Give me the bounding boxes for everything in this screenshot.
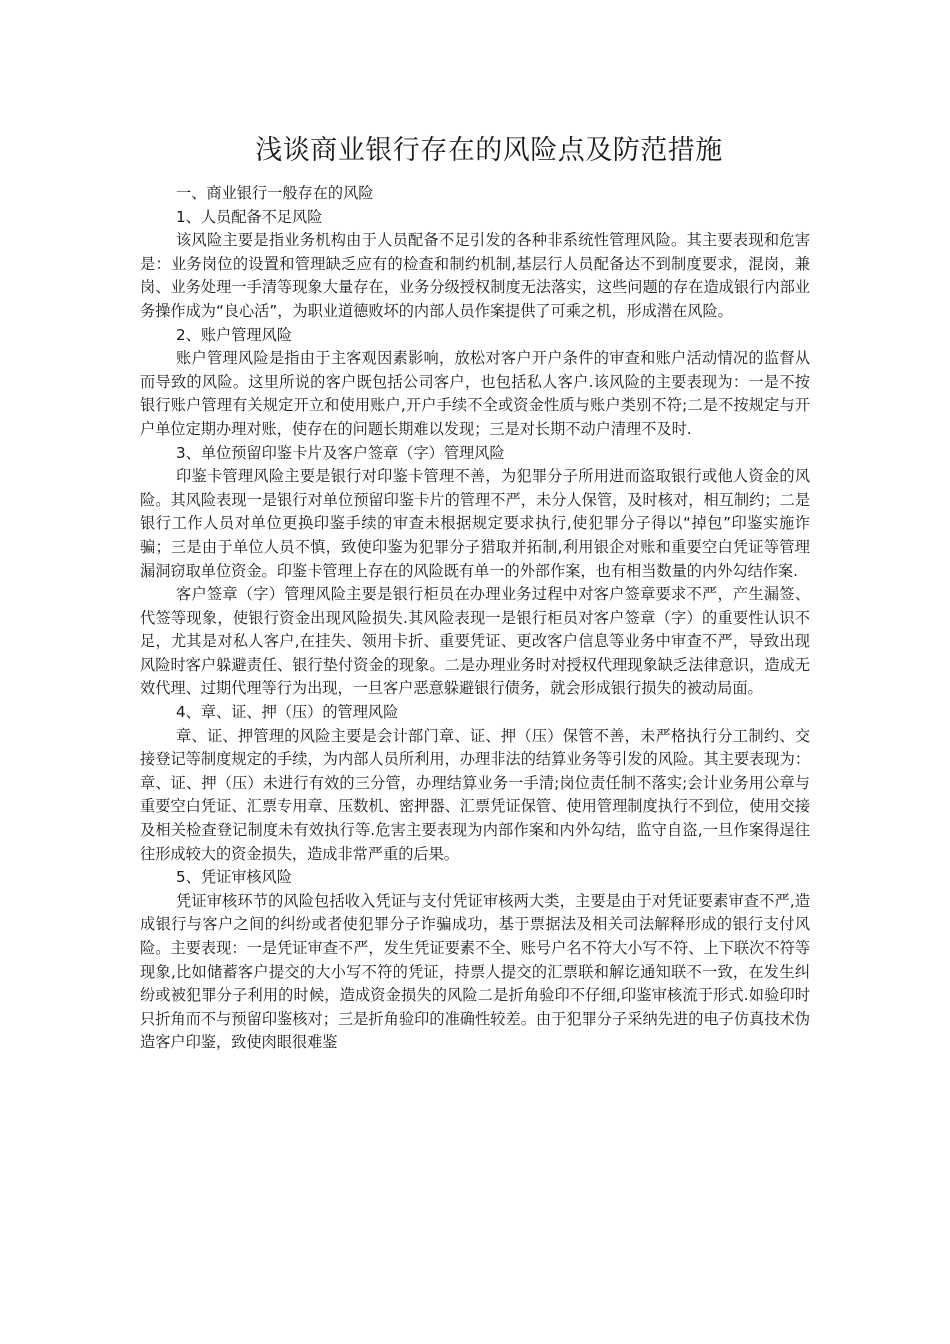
paragraph-voucher-review-risk: 凭证审核环节的风险包括收入凭证与支付凭证审核两大类，主要是由于对凭证要素审查不严,造成银行与客户之间的纠纷或者使犯罪分子诈骗成功，基于票据法及相关司法解释形成的银行支付风险。主要表现：一是凭证审查不严，发生凭证要素不全、账号户名不符大小写不符、上下联次不符等现象,比如储蓄客户提交的大小写不符的凭证，持票人提交的汇票联和解讫通知联不一致，在发生纠纷或被犯罪分子利用的时候，造成资金损失的风险二是折角验印不仔细,印鉴审核流于形式.如验印时只折角而不与预留印鉴核对；三是折角验印的准确性较差。由于犯罪分子采纳先进的电子仿真技术伪造客户印鉴，致使肉眼很难鉴 [140, 891, 810, 1052]
paragraph-seal-card-risk: 印鉴卡管理风险主要是银行对印鉴卡管理不善，为犯罪分子所用进而盗取银行或他人资金的风险。其风险表现一是银行对单位预留印鉴卡片的管理不严，未分人保管，及时核对，相互制约；二是银行工作人员对单位更换印鉴手续的审查未根据规定要求执行,使犯罪分子得以“掉包”印鉴实施诈骗；三是由于单位人员不慎，致使印鉴为犯罪分子猎取并拓制,利用银企对账和重要空白凭证等管理漏洞窃取单位资金。印鉴卡管理上存在的风险既有单一的外部作案，也有相当数量的内外勾结作案. [140, 467, 810, 580]
paragraph-signature-risk: 客户签章（字）管理风险主要是银行柜员在办理业务过程中对客户签章要求不严，产生漏签、代签等现象，使银行资金出现风险损失.其风险表现一是银行柜员对客户签章（字）的重要性认识不足，尤其是对私人客户,在挂失、领用卡折、重要凭证、更改客户信息等业务中审查不严，导致出现风险时客户躲避责任、银行垫付资金的现象。二是办理业务时对授权代理现象缺乏法律意识，造成无效代理、过期代理等行为出现，一旦客户恶意躲避银行债务，就会形成银行损失的被动局面。 [140, 585, 810, 698]
subsection-heading-2: 2、账户管理风险 [176, 325, 292, 344]
document-page [140, 128, 810, 1055]
subsection-heading-4: 4、章、证、押（压）的管理风险 [176, 703, 399, 722]
subsection-heading-3: 3、单位预留印鉴卡片及客户签章（字）管理风险 [176, 443, 505, 462]
paragraph-account-risk: 账户管理风险是指由于主客观因素影响，放松对客户开户条件的审查和账户活动情况的监督从而导致的风险。这里所说的客户既包括公司客户，也包括私人客户.该风险的主要表现为：一是不按银行账户管理有关规定开立和使用账户,开户手续不全或资金性质与账户类别不符;二是不按规定与开户单位定期办理对账，使存在的问题长期难以发现；三是对长期不动户清理不及时. [140, 349, 810, 438]
paragraph-staffing-risk: 该风险主要是指业务机构由于人员配备不足引发的各种非系统性管理风险。其主要表现和危害是：业务岗位的设置和管理缺乏应有的检查和制约机制,基层行人员配备达不到制度要求，混岗，兼岗、业务处理一手清等现象大量存在，业务分级授权制度无法落实，这些问题的存在造成银行内部业务操作成为“良心活”，为职业道德败坏的内部人员作案提供了可乘之机，形成潜在风险。 [140, 231, 810, 320]
document-title: 浅谈商业银行存在的风险点及防范措施 [255, 135, 723, 166]
subsection-heading-1: 1、人员配备不足风险 [176, 207, 323, 226]
section-heading-1: 一、商业银行一般存在的风险 [176, 184, 374, 202]
paragraph-seal-cert-key-risk: 章、证、押管理的风险主要是会计部门章、证、押（压）保管不善，未严格执行分工制约、交接登记等制度规定的手续，为内部人员所利用，办理非法的结算业务等引发的风险。其主要表现为：章、证、押（压）未进行有效的三分管，办理结算业务一手清;岗位责任制不落实;会计业务用公章与重要空白凭证、汇票专用章、压数机、密押器、汇票凭证保管、使用管理制度执行不到位，使用交接及相关检查登记制度未有效执行等.危害主要表现为内部作案和内外勾结，监守自盗,一旦作案得逞往往形成较大的资金损失，造成非常严重的后果。 [140, 726, 810, 863]
subsection-heading-5: 5、凭证审核风险 [176, 868, 292, 887]
